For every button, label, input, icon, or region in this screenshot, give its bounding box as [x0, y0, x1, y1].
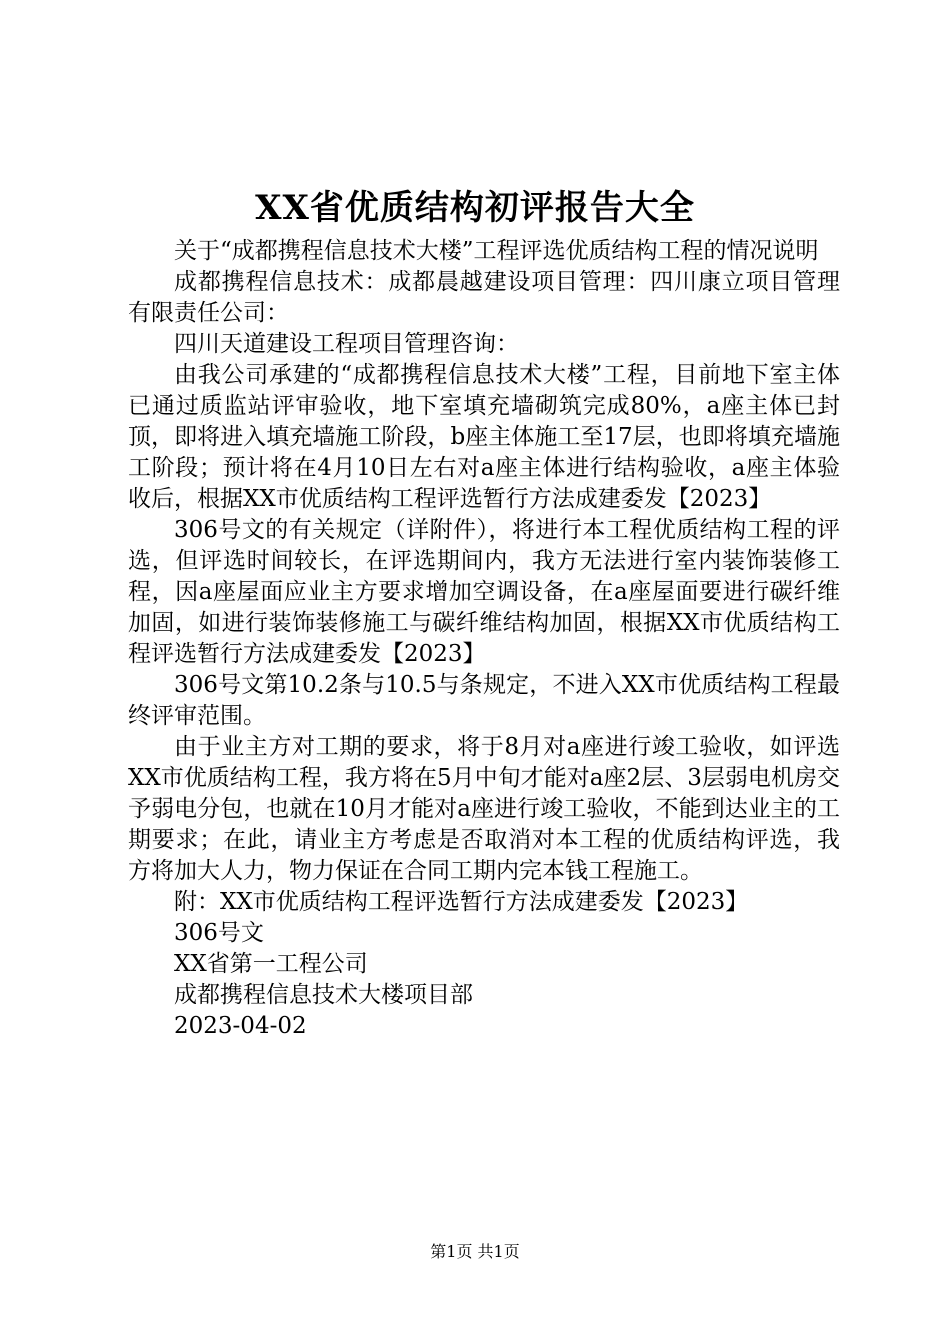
paragraph-subject: 关于“成都携程信息技术大楼”工程评选优质结构工程的情况说明	[174, 238, 819, 264]
signature-date: 2023-04-02	[174, 1013, 307, 1039]
signature-company: XX省第一工程公司	[174, 951, 368, 977]
attachment-line-cont: 306号文	[174, 920, 264, 946]
signature-department: 成都携程信息技术大楼项目部	[174, 982, 473, 1008]
attachment-line: 附：XX市优质结构工程评选暂行方法成建委发【2023】	[174, 889, 749, 915]
paragraph-progress: 由我公司承建的“成都携程信息技术大楼”工程，目前地下室主体已通过质监站评审验收，地下室填充墙砌筑完成80%，a座主体已封顶，即将进入填充墙施工阶段，b座主体施工至17层，也即将填充墙施工阶段；预计将在4月10日左右对a座主体进行结构验收，a座主体验收后，根据XX市优质结构工程评选暂行方法成建委发【2023】	[128, 362, 840, 512]
document-body	[128, 236, 840, 1042]
page-footer: 第1页 共1页	[430, 1242, 520, 1261]
paragraph-regulation: 306号文的有关规定（详附件），将进行本工程优质结构工程的评选，但评选时间较长，在评选期间内，我方无法进行室内装饰装修工程，因a座屋面应业主方要求增加空调设备，在a座屋面要进行碳纤维加固，如进行装饰装修施工与碳纤维结构加固，根据XX市优质结构工程评选暂行方法成建委发【2023】	[128, 517, 840, 667]
paragraph-request: 由于业主方对工期的要求，将于8月对a座进行竣工验收，如评选XX市优质结构工程，我方将在5月中旬才能对a座2层、3层弱电机房交予弱电分包，也就在10月才能对a座进行竣工验收，不能到达业主的工期要求；在此，请业主方考虑是否取消对本工程的优质结构评选，我方将加大人力，物力保证在合同工期内完本钱工程施工。	[128, 734, 840, 884]
paragraph-recipients-cont: 四川天道建设工程项目管理咨询：	[174, 331, 519, 357]
paragraph-exclusion: 306号文第10.2条与10.5与条规定，不进入XX市优质结构工程最终评审范围。	[128, 672, 840, 729]
paragraph-recipients: 成都携程信息技术：成都晨越建设项目管理：四川康立项目管理有限责任公司：	[128, 269, 840, 326]
document-title: XX省优质结构初评报告大全	[255, 188, 695, 228]
